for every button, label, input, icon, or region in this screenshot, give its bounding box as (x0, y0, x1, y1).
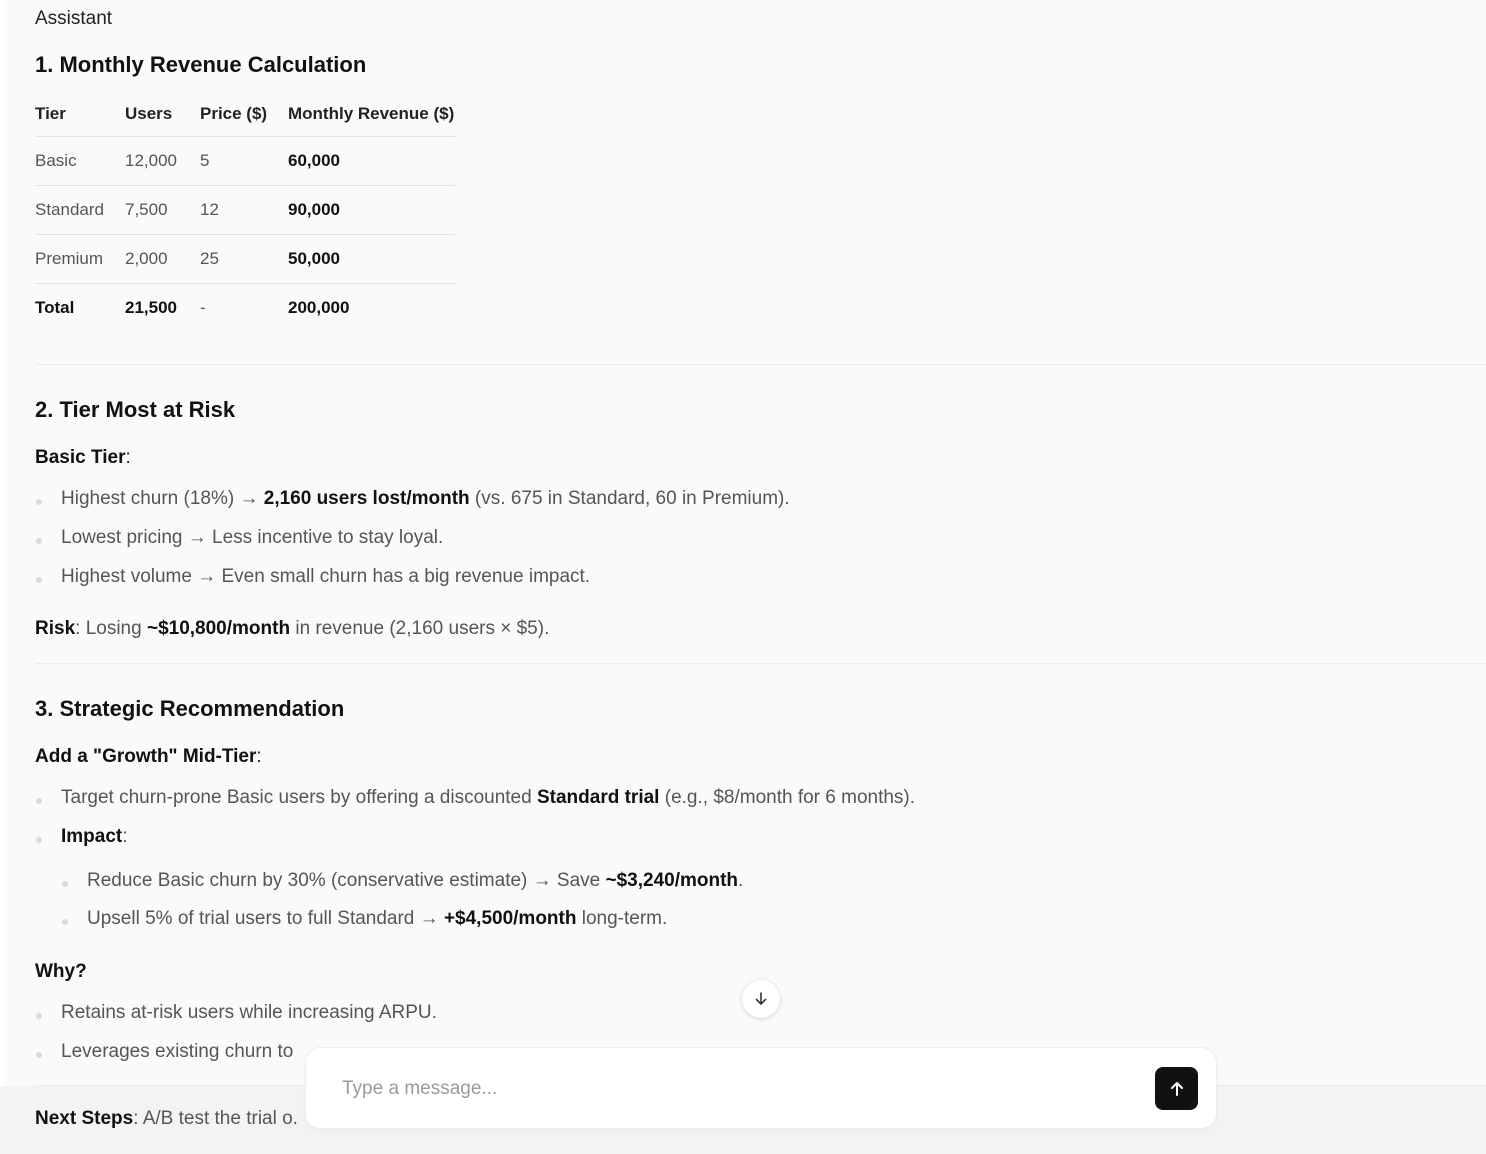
table-cell: Premium (35, 235, 125, 284)
scroll-to-bottom-button[interactable] (742, 980, 780, 1018)
arrow-up-icon (1168, 1080, 1186, 1098)
table-row (35, 235, 455, 284)
list-item: Target churn-prone Basic users by offering a discounted Standard trial (e.g., $8/month for 6 months). (61, 787, 916, 808)
section-heading-risk: 2. Tier Most at Risk (35, 397, 236, 422)
list-item-impact: Impact: (61, 826, 128, 847)
section-heading-revenue: 1. Monthly Revenue Calculation (35, 52, 367, 77)
table-cell: 200,000 (288, 298, 350, 317)
table-header-cell: Users (125, 92, 200, 137)
subheading-growth-tier: Add a "Growth" Mid-Tier: (35, 746, 262, 767)
next-steps: Next Steps: A/B test the trial o. (35, 1108, 298, 1129)
table-cell: 2,000 (125, 235, 200, 284)
table-total-row (35, 284, 455, 333)
table-cell: - (200, 298, 206, 317)
table-header-cell: Tier (35, 92, 125, 137)
revenue-table (35, 92, 455, 332)
nested-list-item: Upsell 5% of trial users to full Standard → +$4,500/month long-term. (87, 908, 668, 929)
subheading-basic-tier: Basic Tier: (35, 447, 131, 468)
table-row (35, 186, 455, 235)
section-heading-recommendation: 3. Strategic Recommendation (35, 696, 345, 721)
risk-summary: Risk: Losing ~$10,800/month in revenue (2,160 users × $5). (35, 618, 550, 639)
table-cell: 50,000 (288, 235, 455, 284)
table-header-cell: Monthly Revenue ($) (288, 92, 455, 137)
message-composer (306, 1048, 1216, 1128)
table-cell: Total (35, 298, 75, 317)
table-cell: 12,000 (125, 137, 200, 186)
send-button[interactable] (1155, 1067, 1198, 1110)
section-divider (35, 663, 1486, 664)
table-header-cell: Price ($) (200, 92, 288, 137)
table-cell: 90,000 (288, 186, 455, 235)
list-item: Highest churn (18%) → 2,160 users lost/month (vs. 675 in Standard, 60 in Premium). (61, 488, 790, 509)
table-cell: 60,000 (288, 137, 455, 186)
table-cell: Basic (35, 137, 125, 186)
left-edge (0, 0, 4, 1154)
subheading-why: Why? (35, 961, 87, 982)
table-cell: 12 (200, 186, 288, 235)
table-cell: 5 (200, 137, 288, 186)
list-item: Retains at-risk users while increasing ARPU. (61, 1002, 437, 1023)
table-cell: Standard (35, 186, 125, 235)
table-cell: 7,500 (125, 186, 200, 235)
table-cell: 25 (200, 235, 288, 284)
message-input[interactable] (340, 1072, 1104, 1106)
list-item: Highest volume → Even small churn has a big revenue impact. (61, 566, 591, 587)
list-item: Lowest pricing → Less incentive to stay loyal. (61, 527, 444, 548)
table-row (35, 137, 455, 186)
table-header-row (35, 92, 455, 137)
list-item: Leverages existing churn to (61, 1041, 294, 1062)
section-divider (35, 364, 1486, 365)
nested-list-item: Reduce Basic churn by 30% (conservative estimate) → Save ~$3,240/month. (87, 870, 744, 891)
message-role-label: Assistant (35, 8, 113, 29)
arrow-down-icon (753, 991, 769, 1007)
table-cell: 21,500 (125, 298, 177, 317)
